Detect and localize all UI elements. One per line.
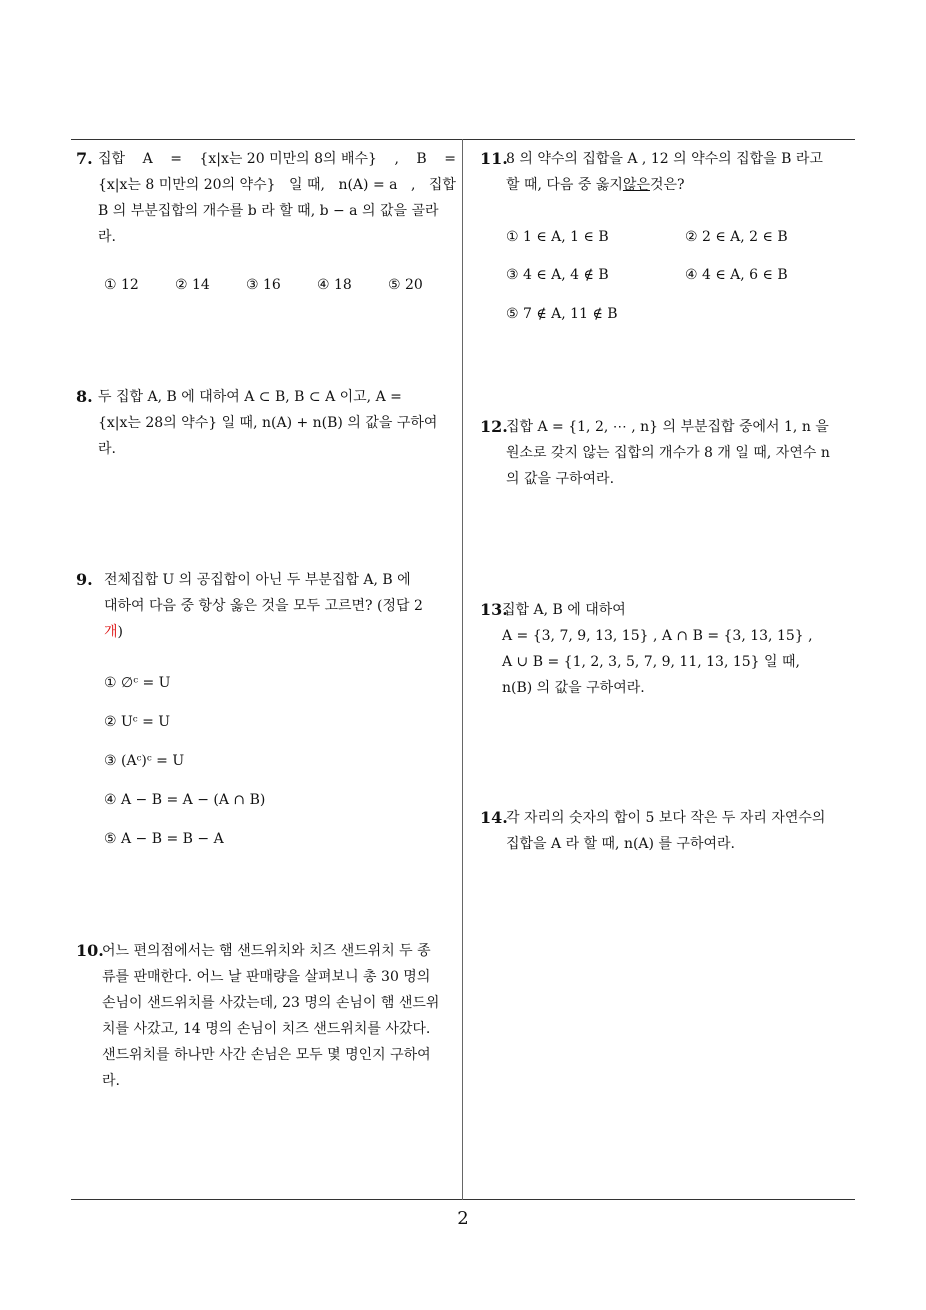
problem-text-line: 할 때, 다음 중 옳지 않은 것은? xyxy=(506,172,858,198)
problem-text-line: {x|x는 28의 약수} 일 때, n(A) + n(B) 의 값을 구하여 xyxy=(98,415,438,431)
problem-text-line: 8 의 약수의 집합을 A , 12 의 약수의 집합을 B 라고 xyxy=(506,151,823,167)
choice-5[interactable]: ⑤ 7 ∉ A, 11 ∉ B xyxy=(506,306,618,322)
problem-text-line: 집합 A = {1, 2, ⋯ , n} 의 부분집합 중에서 1, n 을 xyxy=(506,419,829,435)
problem-text-line: 라. xyxy=(98,229,116,245)
problem-number: 11. xyxy=(480,149,508,168)
problem-number: 13. xyxy=(480,600,508,619)
problem-text-line: 원소로 갖지 않는 집합의 개수가 8 개 일 때, 자연수 n xyxy=(506,445,830,461)
choice-2[interactable]: ② Uᶜ = U xyxy=(104,714,171,730)
problem-text-line: B 의 부분집합의 개수를 b 라 할 때, b − a 의 값을 골라 xyxy=(98,203,439,219)
problem-text-line: 집합 A, B 에 대하여 xyxy=(502,602,626,618)
problem-text-line: 어느 편의점에서는 햄 샌드위치와 치즈 샌드위치 두 종 xyxy=(102,943,431,959)
problem-text-line: 의 값을 구하여라. xyxy=(506,471,615,487)
problem-text-line: 집합을 A 라 할 때, n(A) 를 구하여라. xyxy=(506,836,735,852)
problem-number: 7. xyxy=(76,149,93,168)
bottom-rule xyxy=(71,1199,855,1200)
choice-1[interactable]: ① ∅ᶜ = U xyxy=(104,675,171,691)
problem-text-line: 라. xyxy=(98,441,116,457)
choice-4[interactable]: ④ 4 ∈ A, 6 ∈ B xyxy=(685,267,788,283)
problem-text-line: 개 ) xyxy=(104,619,456,645)
page-number: 2 xyxy=(457,1208,469,1229)
problem-text-line: {x|x는 8 미만의 20의 약수} 일 때, n(A) = a , 집합 xyxy=(98,177,456,193)
answer-count-note: 개 xyxy=(104,624,118,640)
choice-4[interactable]: ④ 18 xyxy=(317,277,352,293)
choice-1[interactable]: ① 12 xyxy=(104,277,139,293)
choice-2[interactable]: ② 14 xyxy=(175,277,210,293)
choice-3[interactable]: ③ 4 ∈ A, 4 ∉ B xyxy=(506,267,609,283)
problem-text-line: n(B) 의 값을 구하여라. xyxy=(502,680,645,696)
problem-number: 8. xyxy=(76,387,93,406)
problem-text-line: A ∪ B = {1, 2, 3, 5, 7, 9, 11, 13, 15} 일 때, xyxy=(502,654,800,670)
problem-text-line: 류를 판매한다. 어느 날 판매량을 살펴보니 총 30 명의 xyxy=(102,969,431,985)
problem-text-line: 샌드위치를 하나만 사간 손님은 모두 몇 명인지 구하여 xyxy=(102,1047,431,1063)
problem-number: 10. xyxy=(76,941,104,960)
problem-text-line: 대하여 다음 중 항상 옳은 것을 모두 고르면? (정답 2 xyxy=(104,598,423,614)
problem-number: 12. xyxy=(480,417,508,436)
choice-5[interactable]: ⑤ A − B = B − A xyxy=(104,831,224,847)
problem-text-line: 손님이 샌드위치를 사갔는데, 23 명의 손님이 햄 샌드위 xyxy=(102,995,440,1011)
problem-number: 9. xyxy=(76,570,93,589)
problem-text-line: A = {3, 7, 9, 13, 15} , A ∩ B = {3, 13, 15} , xyxy=(502,628,813,644)
problem-text-line: 두 집합 A, B 에 대하여 A ⊂ B, B ⊂ A 이고, A = xyxy=(98,389,402,405)
problem-number: 14. xyxy=(480,808,508,827)
choice-2[interactable]: ② 2 ∈ A, 2 ∈ B xyxy=(685,229,788,245)
problem-text-line: 라. xyxy=(102,1073,120,1089)
choice-3[interactable]: ③ (Aᶜ)ᶜ = U xyxy=(104,753,185,769)
choice-4[interactable]: ④ A − B = A − (A ∩ B) xyxy=(104,792,266,808)
top-rule xyxy=(71,139,855,140)
problem-text-line: 집합 A = {x|x는 20 미만의 8의 배수} , B = xyxy=(98,151,456,167)
choice-1[interactable]: ① 1 ∈ A, 1 ∈ B xyxy=(506,229,609,245)
problem-text-line: 전체집합 U 의 공집합이 아닌 두 부분집합 A, B 에 xyxy=(104,572,411,588)
problem-text-line: 각 자리의 숫자의 합이 5 보다 작은 두 자리 자연수의 xyxy=(506,810,826,826)
choice-3[interactable]: ③ 16 xyxy=(246,277,281,293)
emphasis-underline: 않은 xyxy=(622,177,650,193)
column-divider xyxy=(462,139,463,1200)
choice-5[interactable]: ⑤ 20 xyxy=(388,277,423,293)
problem-text-line: 치를 사갔고, 14 명의 손님이 치즈 샌드위치를 사갔다. xyxy=(102,1021,431,1037)
